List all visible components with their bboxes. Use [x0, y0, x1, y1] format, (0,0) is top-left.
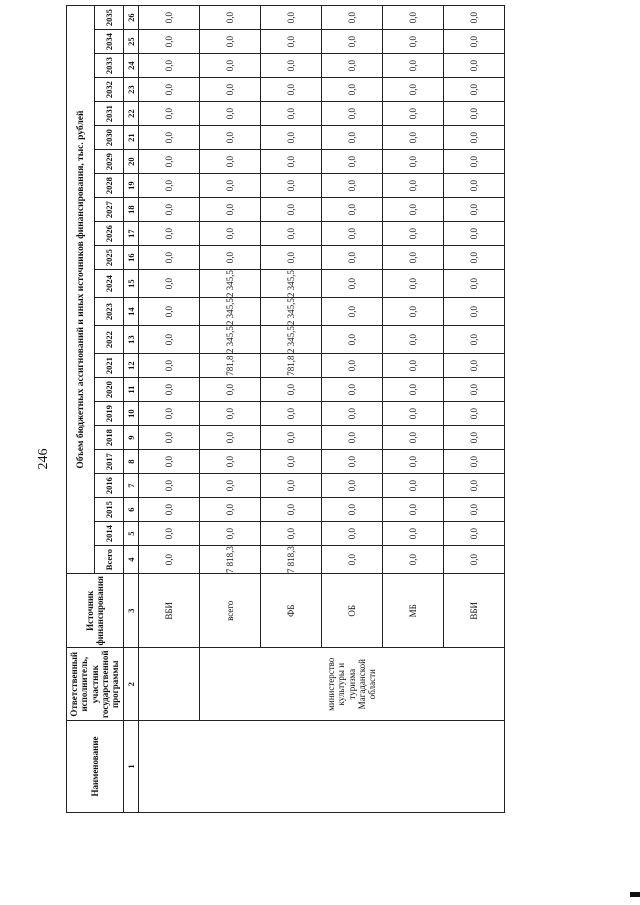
year-value-cell: 0,0 — [443, 246, 504, 270]
year-value-cell: 0,0 — [382, 30, 443, 54]
column-number: 20 — [123, 150, 138, 174]
column-number: 11 — [123, 378, 138, 402]
year-value-cell: 0,0 — [138, 198, 199, 222]
year-value-cell: 0,0 — [321, 326, 382, 354]
year-value-cell: 0,0 — [260, 30, 321, 54]
year-value-cell: 0,0 — [260, 102, 321, 126]
table-row — [138, 6, 199, 813]
year-value-cell: 0,0 — [443, 498, 504, 522]
year-value-cell: 0,0 — [260, 378, 321, 402]
year-value-cell: 0,0 — [443, 174, 504, 198]
header-year: 2024 — [95, 270, 123, 298]
total-cell: 0,0 — [382, 546, 443, 574]
year-value-cell: 0,0 — [260, 78, 321, 102]
name-cell — [138, 721, 504, 813]
column-number: 18 — [123, 198, 138, 222]
year-value-cell: 0,0 — [382, 174, 443, 198]
column-number: 10 — [123, 402, 138, 426]
year-value-cell: 0,0 — [199, 198, 260, 222]
year-value-cell: 0,0 — [260, 150, 321, 174]
year-value-cell: 2 345,5 — [260, 298, 321, 326]
year-value-cell: 0,0 — [260, 246, 321, 270]
year-value-cell: 0,0 — [321, 522, 382, 546]
year-value-cell: 0,0 — [382, 246, 443, 270]
column-number: 14 — [123, 298, 138, 326]
year-value-cell: 0,0 — [443, 354, 504, 378]
year-value-cell: 0,0 — [321, 102, 382, 126]
year-value-cell: 0,0 — [138, 30, 199, 54]
year-value-cell: 0,0 — [321, 54, 382, 78]
year-value-cell: 0,0 — [260, 498, 321, 522]
year-value-cell: 2 345,5 — [199, 326, 260, 354]
year-value-cell: 2 345,5 — [199, 298, 260, 326]
header-year: 2034 — [95, 30, 123, 54]
column-number: 9 — [123, 426, 138, 450]
header-year: 2030 — [95, 126, 123, 150]
column-number: 3 — [123, 574, 138, 648]
year-value-cell: 0,0 — [443, 426, 504, 450]
year-value-cell: 0,0 — [321, 426, 382, 450]
header-year: 2025 — [95, 246, 123, 270]
year-value-cell: 0,0 — [382, 426, 443, 450]
year-value-cell: 2 345,5 — [260, 326, 321, 354]
year-value-cell: 0,0 — [138, 78, 199, 102]
year-value-cell: 0,0 — [199, 6, 260, 30]
year-value-cell: 0,0 — [138, 378, 199, 402]
year-value-cell: 0,0 — [321, 402, 382, 426]
year-value-cell: 0,0 — [382, 6, 443, 30]
year-value-cell: 0,0 — [260, 6, 321, 30]
year-value-cell: 0,0 — [138, 6, 199, 30]
year-value-cell: 0,0 — [138, 126, 199, 150]
year-value-cell: 0,0 — [199, 426, 260, 450]
year-value-cell: 0,0 — [138, 150, 199, 174]
year-value-cell: 0,0 — [443, 78, 504, 102]
year-value-cell: 0,0 — [199, 402, 260, 426]
year-value-cell: 0,0 — [321, 78, 382, 102]
header-year: 2016 — [95, 474, 123, 498]
year-value-cell: 0,0 — [382, 198, 443, 222]
source-cell: всего — [199, 574, 260, 648]
header-year: 2035 — [95, 6, 123, 30]
year-value-cell: 0,0 — [138, 270, 199, 298]
total-cell: 0,0 — [443, 546, 504, 574]
year-value-cell: 0,0 — [199, 474, 260, 498]
column-number: 6 — [123, 498, 138, 522]
year-value-cell: 0,0 — [443, 102, 504, 126]
year-value-cell: 0,0 — [138, 354, 199, 378]
header-funding-group: Объем бюджетных ассигнований и иных источников финансирования, тыс. рублей — [67, 6, 95, 574]
year-value-cell: 0,0 — [138, 426, 199, 450]
total-cell: 7 818,3 — [260, 546, 321, 574]
year-value-cell: 0,0 — [321, 450, 382, 474]
source-cell: ВБИ — [138, 574, 199, 648]
table-body — [138, 6, 504, 813]
year-value-cell: 0,0 — [443, 326, 504, 354]
year-value-cell: 0,0 — [443, 298, 504, 326]
year-value-cell: 0,0 — [382, 450, 443, 474]
year-value-cell: 0,0 — [321, 378, 382, 402]
year-value-cell: 0,0 — [443, 150, 504, 174]
column-number: 23 — [123, 78, 138, 102]
total-cell: 0,0 — [138, 546, 199, 574]
year-value-cell: 0,0 — [382, 78, 443, 102]
year-value-cell: 0,0 — [260, 474, 321, 498]
year-value-cell: 0,0 — [260, 522, 321, 546]
year-value-cell: 0,0 — [138, 498, 199, 522]
executor-cell: министерство культуры и туризма Магаданской области — [199, 648, 504, 721]
year-value-cell: 0,0 — [199, 126, 260, 150]
year-value-cell: 2 345,5 — [199, 270, 260, 298]
table-row — [199, 6, 260, 813]
page-border-line — [630, 892, 640, 897]
year-value-cell: 781,8 — [260, 354, 321, 378]
funding-table — [66, 5, 505, 813]
year-value-cell: 0,0 — [443, 270, 504, 298]
year-value-cell: 0,0 — [260, 174, 321, 198]
year-value-cell: 0,0 — [199, 102, 260, 126]
year-value-cell: 0,0 — [321, 150, 382, 174]
year-value-cell: 0,0 — [321, 498, 382, 522]
year-value-cell: 0,0 — [199, 174, 260, 198]
header-year: 2029 — [95, 150, 123, 174]
page-number: 246 — [36, 448, 51, 470]
year-value-cell: 0,0 — [443, 6, 504, 30]
column-number: 7 — [123, 474, 138, 498]
year-value-cell: 0,0 — [382, 378, 443, 402]
year-value-cell: 0,0 — [382, 354, 443, 378]
column-number: 13 — [123, 326, 138, 354]
year-value-cell: 0,0 — [321, 198, 382, 222]
year-value-cell: 0,0 — [443, 222, 504, 246]
year-value-cell: 0,0 — [382, 298, 443, 326]
year-value-cell: 0,0 — [138, 246, 199, 270]
column-number: 19 — [123, 174, 138, 198]
header-year: 2027 — [95, 198, 123, 222]
year-value-cell: 0,0 — [260, 222, 321, 246]
year-value-cell: 0,0 — [199, 150, 260, 174]
header-year: 2022 — [95, 326, 123, 354]
year-value-cell: 0,0 — [321, 474, 382, 498]
year-value-cell: 0,0 — [443, 198, 504, 222]
year-value-cell: 0,0 — [199, 78, 260, 102]
year-value-cell: 0,0 — [443, 30, 504, 54]
source-cell: ВБИ — [443, 574, 504, 648]
year-value-cell: 0,0 — [199, 222, 260, 246]
header-year: 2014 — [95, 522, 123, 546]
year-value-cell: 0,0 — [138, 474, 199, 498]
source-cell: МБ — [382, 574, 443, 648]
column-number: 4 — [123, 546, 138, 574]
year-value-cell: 0,0 — [138, 102, 199, 126]
header-year: 2018 — [95, 426, 123, 450]
year-value-cell: 0,0 — [382, 222, 443, 246]
column-number-row — [123, 6, 138, 813]
year-value-cell: 0,0 — [321, 270, 382, 298]
header-year: 2021 — [95, 354, 123, 378]
year-value-cell: 0,0 — [199, 246, 260, 270]
year-value-cell: 0,0 — [321, 174, 382, 198]
year-value-cell: 0,0 — [382, 474, 443, 498]
column-number: 8 — [123, 450, 138, 474]
column-number: 12 — [123, 354, 138, 378]
column-number: 5 — [123, 522, 138, 546]
executor-cell-empty — [138, 648, 199, 721]
year-value-cell: 0,0 — [321, 222, 382, 246]
year-value-cell: 0,0 — [138, 298, 199, 326]
column-number: 15 — [123, 270, 138, 298]
year-value-cell: 0,0 — [199, 498, 260, 522]
header-year: 2020 — [95, 378, 123, 402]
year-value-cell: 781,8 — [199, 354, 260, 378]
year-value-cell: 2 345,5 — [260, 270, 321, 298]
header-row-1 — [67, 6, 95, 813]
year-value-cell: 0,0 — [199, 54, 260, 78]
header-year: 2028 — [95, 174, 123, 198]
column-number: 2 — [123, 648, 138, 721]
year-value-cell: 0,0 — [382, 326, 443, 354]
year-value-cell: 0,0 — [199, 378, 260, 402]
year-value-cell: 0,0 — [321, 246, 382, 270]
year-value-cell: 0,0 — [260, 54, 321, 78]
year-value-cell: 0,0 — [260, 450, 321, 474]
column-number: 16 — [123, 246, 138, 270]
column-number: 24 — [123, 54, 138, 78]
year-value-cell: 0,0 — [443, 474, 504, 498]
year-value-cell: 0,0 — [382, 522, 443, 546]
year-value-cell: 0,0 — [199, 522, 260, 546]
year-value-cell: 0,0 — [321, 126, 382, 150]
column-number: 17 — [123, 222, 138, 246]
header-year: 2033 — [95, 54, 123, 78]
year-value-cell: 0,0 — [138, 450, 199, 474]
year-value-cell: 0,0 — [260, 198, 321, 222]
header-year: 2019 — [95, 402, 123, 426]
year-value-cell: 0,0 — [443, 402, 504, 426]
year-value-cell: 0,0 — [443, 126, 504, 150]
year-value-cell: 0,0 — [138, 174, 199, 198]
year-value-cell: 0,0 — [382, 102, 443, 126]
total-cell: 7 818,3 — [199, 546, 260, 574]
source-cell: ФБ — [260, 574, 321, 648]
year-value-cell: 0,0 — [199, 450, 260, 474]
column-number: 26 — [123, 6, 138, 30]
year-value-cell: 0,0 — [199, 30, 260, 54]
year-value-cell: 0,0 — [138, 402, 199, 426]
year-value-cell: 0,0 — [382, 126, 443, 150]
source-cell: ОБ — [321, 574, 382, 648]
year-value-cell: 0,0 — [443, 378, 504, 402]
year-value-cell: 0,0 — [321, 6, 382, 30]
year-value-cell: 0,0 — [443, 54, 504, 78]
header-year: 2017 — [95, 450, 123, 474]
year-value-cell: 0,0 — [260, 426, 321, 450]
column-number: 21 — [123, 126, 138, 150]
year-value-cell: 0,0 — [260, 126, 321, 150]
total-cell: 0,0 — [321, 546, 382, 574]
year-value-cell: 0,0 — [321, 354, 382, 378]
header-source: Источник финансирования — [67, 574, 124, 648]
year-value-cell: 0,0 — [382, 150, 443, 174]
year-value-cell: 0,0 — [443, 522, 504, 546]
column-number: 22 — [123, 102, 138, 126]
header-year: 2023 — [95, 298, 123, 326]
year-value-cell: 0,0 — [138, 326, 199, 354]
year-value-cell: 0,0 — [443, 450, 504, 474]
year-value-cell: 0,0 — [382, 270, 443, 298]
column-number: 25 — [123, 30, 138, 54]
column-number: 1 — [123, 721, 138, 813]
year-value-cell: 0,0 — [382, 54, 443, 78]
header-year: 2026 — [95, 222, 123, 246]
header-name: Наименование — [67, 721, 124, 813]
year-value-cell: 0,0 — [382, 402, 443, 426]
header-year: 2031 — [95, 102, 123, 126]
header-year: 2015 — [95, 498, 123, 522]
year-value-cell: 0,0 — [382, 498, 443, 522]
year-value-cell: 0,0 — [260, 402, 321, 426]
year-value-cell: 0,0 — [321, 298, 382, 326]
year-value-cell: 0,0 — [138, 522, 199, 546]
year-value-cell: 0,0 — [138, 222, 199, 246]
header-executor: Ответственный исполнитель, участник государственной программы — [67, 648, 124, 721]
year-value-cell: 0,0 — [138, 54, 199, 78]
year-value-cell: 0,0 — [321, 30, 382, 54]
header-total: Всего — [95, 546, 123, 574]
header-year: 2032 — [95, 78, 123, 102]
